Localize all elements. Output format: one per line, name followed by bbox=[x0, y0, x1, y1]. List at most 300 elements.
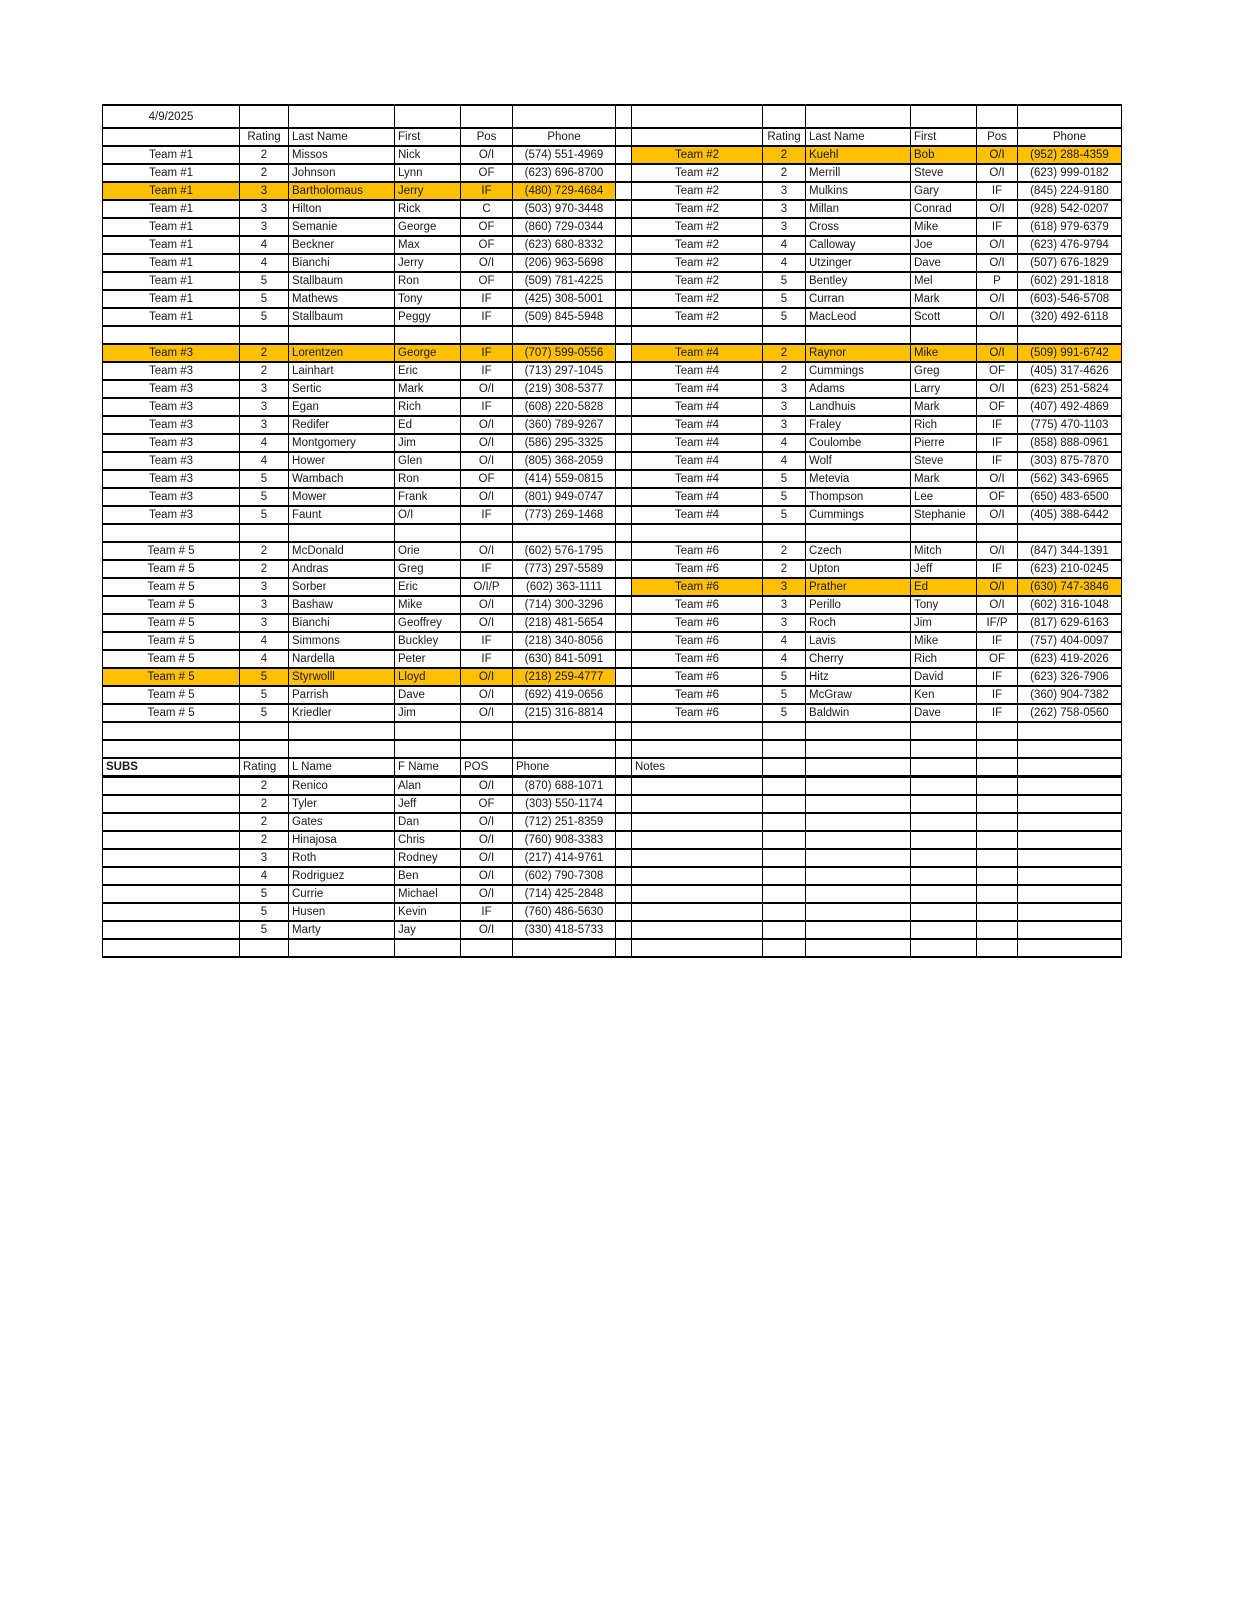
last-name-cell: Semanie bbox=[289, 218, 395, 236]
team-cell: Team #3 bbox=[103, 488, 240, 506]
pos-cell: O/I bbox=[977, 596, 1018, 614]
empty-cell bbox=[763, 885, 806, 903]
last-name-cell: Renico bbox=[289, 777, 395, 796]
spacer-cell bbox=[616, 867, 632, 885]
last-name-cell: Bentley bbox=[806, 272, 911, 290]
empty-cell bbox=[289, 105, 395, 128]
team-cell: Team #2 bbox=[632, 236, 763, 254]
spacer-cell bbox=[616, 105, 632, 128]
first-name-cell: Steve bbox=[911, 452, 977, 470]
last-name-cell: Wambach bbox=[289, 470, 395, 488]
first-name-cell: Lynn bbox=[395, 164, 461, 182]
empty-cell bbox=[977, 921, 1018, 939]
first-name-cell: Rich bbox=[911, 416, 977, 434]
pos-cell: O/I bbox=[461, 416, 513, 434]
first-name-cell: Geoffrey bbox=[395, 614, 461, 632]
first-name-cell: Tony bbox=[911, 596, 977, 614]
first-name-cell: Lloyd bbox=[395, 668, 461, 686]
empty-cell bbox=[395, 524, 461, 542]
last-name-cell: Cross bbox=[806, 218, 911, 236]
pos-cell: IF bbox=[461, 560, 513, 578]
empty-cell bbox=[806, 903, 911, 921]
empty-cell bbox=[806, 849, 911, 867]
team-cell: Team #2 bbox=[632, 164, 763, 182]
empty-cell bbox=[911, 939, 977, 957]
top-section bbox=[103, 105, 1122, 146]
rating-cell: 5 bbox=[763, 308, 806, 326]
last-name-cell: Nardella bbox=[289, 650, 395, 668]
first-name-cell: Mike bbox=[395, 596, 461, 614]
pos-cell: O/I bbox=[977, 164, 1018, 182]
rating-cell: 4 bbox=[240, 434, 289, 452]
column-header-last-name-left: Last Name bbox=[289, 128, 395, 146]
pos-cell: IF bbox=[461, 182, 513, 200]
phone-cell: (623) 476-9794 bbox=[1018, 236, 1122, 254]
empty-cell bbox=[977, 795, 1018, 813]
phone-cell: (618) 979-6379 bbox=[1018, 218, 1122, 236]
rating-cell: 2 bbox=[240, 164, 289, 182]
first-name-cell: Orie bbox=[395, 542, 461, 560]
empty-cell bbox=[513, 105, 616, 128]
pos-cell: O/I bbox=[977, 290, 1018, 308]
pos-cell: O/I bbox=[977, 470, 1018, 488]
empty-cell bbox=[240, 939, 289, 957]
rating-cell: 5 bbox=[240, 885, 289, 903]
roster-row bbox=[103, 506, 1122, 524]
first-name-cell: Lee bbox=[911, 488, 977, 506]
roster-row bbox=[103, 578, 1122, 596]
team-cell: Team #6 bbox=[632, 614, 763, 632]
spacer-cell bbox=[616, 831, 632, 849]
rating-cell: 2 bbox=[763, 560, 806, 578]
first-name-cell: Jim bbox=[395, 434, 461, 452]
rating-cell: 3 bbox=[240, 849, 289, 867]
empty-cell bbox=[1018, 939, 1122, 957]
last-name-cell: Mower bbox=[289, 488, 395, 506]
empty-cell bbox=[806, 885, 911, 903]
pos-cell: IF bbox=[977, 704, 1018, 722]
team-cell: Team #2 bbox=[632, 290, 763, 308]
empty-cell bbox=[763, 831, 806, 849]
spacer-cell bbox=[616, 596, 632, 614]
spacer-cell bbox=[616, 416, 632, 434]
roster-row bbox=[103, 560, 1122, 578]
last-name-cell: Sorber bbox=[289, 578, 395, 596]
empty-cell bbox=[103, 326, 240, 344]
team-cell: Team #1 bbox=[103, 272, 240, 290]
empty-cell bbox=[1018, 885, 1122, 903]
last-name-cell: Currie bbox=[289, 885, 395, 903]
column-header-rating-right: Rating bbox=[763, 128, 806, 146]
empty-cell bbox=[911, 105, 977, 128]
phone-cell: (218) 340-8056 bbox=[513, 632, 616, 650]
first-name-cell: Greg bbox=[395, 560, 461, 578]
column-header-rating-left: Rating bbox=[240, 128, 289, 146]
pos-cell: O/I bbox=[461, 380, 513, 398]
pos-cell: IF bbox=[461, 650, 513, 668]
phone-cell: (303) 875-7870 bbox=[1018, 452, 1122, 470]
rating-cell: 4 bbox=[240, 254, 289, 272]
rating-cell: 4 bbox=[240, 452, 289, 470]
pos-cell: O/I bbox=[977, 254, 1018, 272]
team-cell: Team #1 bbox=[103, 182, 240, 200]
last-name-cell: Montgomery bbox=[289, 434, 395, 452]
phone-cell: (407) 492-4869 bbox=[1018, 398, 1122, 416]
empty-cell bbox=[763, 813, 806, 831]
roster-row bbox=[103, 470, 1122, 488]
subs-body bbox=[103, 777, 1122, 958]
first-name-cell: Mark bbox=[911, 398, 977, 416]
rating-cell: 5 bbox=[240, 903, 289, 921]
spacer-cell bbox=[616, 758, 632, 777]
empty-cell bbox=[763, 867, 806, 885]
pos-cell: IF/P bbox=[977, 614, 1018, 632]
rating-cell: 3 bbox=[763, 380, 806, 398]
rating-cell: 4 bbox=[763, 650, 806, 668]
rating-cell: 2 bbox=[240, 795, 289, 813]
phone-cell: (405) 317-4626 bbox=[1018, 362, 1122, 380]
first-name-cell: Conrad bbox=[911, 200, 977, 218]
spacer-cell bbox=[616, 146, 632, 164]
team-cell: Team #4 bbox=[632, 398, 763, 416]
empty-cell bbox=[1018, 921, 1122, 939]
first-name-cell: Dave bbox=[911, 704, 977, 722]
spacer-cell bbox=[616, 362, 632, 380]
phone-cell: (603)-546-5708 bbox=[1018, 290, 1122, 308]
empty-cell bbox=[1018, 831, 1122, 849]
subs-row bbox=[103, 849, 1122, 867]
empty-cell bbox=[513, 939, 616, 957]
subs-header-row bbox=[103, 758, 1122, 777]
rating-cell: 4 bbox=[763, 254, 806, 272]
empty-cell bbox=[461, 524, 513, 542]
rating-cell: 3 bbox=[240, 398, 289, 416]
empty-cell bbox=[513, 722, 616, 740]
empty-row bbox=[103, 524, 1122, 542]
team-cell bbox=[103, 921, 240, 939]
empty-cell bbox=[461, 326, 513, 344]
rating-cell: 5 bbox=[240, 921, 289, 939]
empty-cell bbox=[1018, 524, 1122, 542]
empty-cell bbox=[763, 795, 806, 813]
empty-cell bbox=[395, 722, 461, 740]
phone-cell: (773) 297-5589 bbox=[513, 560, 616, 578]
empty-cell bbox=[289, 740, 395, 758]
pos-cell: O/I bbox=[461, 885, 513, 903]
empty-cell bbox=[513, 326, 616, 344]
team-cell: Team #4 bbox=[632, 470, 763, 488]
last-name-cell: Faunt bbox=[289, 506, 395, 524]
last-name-cell: Rodriguez bbox=[289, 867, 395, 885]
team-cell: Team #3 bbox=[103, 416, 240, 434]
team-cell: Team #4 bbox=[632, 344, 763, 362]
last-name-cell: Mathews bbox=[289, 290, 395, 308]
column-header-last-name-right: Last Name bbox=[806, 128, 911, 146]
rating-cell: 5 bbox=[763, 704, 806, 722]
rating-cell: 5 bbox=[763, 668, 806, 686]
empty-cell bbox=[911, 903, 977, 921]
phone-cell: (608) 220-5828 bbox=[513, 398, 616, 416]
empty-cell bbox=[1018, 849, 1122, 867]
pos-cell: OF bbox=[461, 795, 513, 813]
empty-cell bbox=[977, 939, 1018, 957]
rating-cell: 4 bbox=[240, 632, 289, 650]
roster-row bbox=[103, 380, 1122, 398]
roster-row bbox=[103, 542, 1122, 560]
rating-cell: 3 bbox=[240, 200, 289, 218]
spacer-cell bbox=[616, 524, 632, 542]
last-name-cell: Cummings bbox=[806, 506, 911, 524]
rating-cell: 2 bbox=[763, 542, 806, 560]
last-name-cell: Prather bbox=[806, 578, 911, 596]
empty-cell bbox=[977, 740, 1018, 758]
spacer-cell bbox=[616, 903, 632, 921]
last-name-cell: Lavis bbox=[806, 632, 911, 650]
pos-cell: O/I bbox=[461, 849, 513, 867]
empty-cell bbox=[461, 105, 513, 128]
roster-row bbox=[103, 308, 1122, 326]
phone-cell: (760) 908-3383 bbox=[513, 831, 616, 849]
first-name-cell: Eric bbox=[395, 362, 461, 380]
pos-cell: O/I bbox=[977, 146, 1018, 164]
team-cell bbox=[103, 903, 240, 921]
roster-row bbox=[103, 272, 1122, 290]
phone-cell: (928) 542-0207 bbox=[1018, 200, 1122, 218]
pos-cell: O/I/P bbox=[461, 578, 513, 596]
rating-cell: 5 bbox=[763, 470, 806, 488]
team-cell: Team #1 bbox=[103, 146, 240, 164]
rating-cell: 3 bbox=[240, 182, 289, 200]
pos-cell: O/I bbox=[461, 704, 513, 722]
spacer-cell bbox=[616, 380, 632, 398]
team-cell: Team #6 bbox=[632, 686, 763, 704]
first-name-cell: Jeff bbox=[911, 560, 977, 578]
phone-cell: (817) 629-6163 bbox=[1018, 614, 1122, 632]
phone-cell: (509) 991-6742 bbox=[1018, 344, 1122, 362]
rating-cell: 2 bbox=[763, 344, 806, 362]
phone-cell: (480) 729-4684 bbox=[513, 182, 616, 200]
pos-cell: O/I bbox=[461, 813, 513, 831]
pos-cell: IF bbox=[461, 398, 513, 416]
empty-cell bbox=[1018, 903, 1122, 921]
empty-cell bbox=[632, 885, 763, 903]
phone-cell: (507) 676-1829 bbox=[1018, 254, 1122, 272]
empty-row bbox=[103, 722, 1122, 740]
empty-cell bbox=[1018, 105, 1122, 128]
last-name-cell: Raynor bbox=[806, 344, 911, 362]
pos-cell: IF bbox=[461, 903, 513, 921]
phone-cell: (303) 550-1174 bbox=[513, 795, 616, 813]
roster-row bbox=[103, 488, 1122, 506]
team-cell: Team #3 bbox=[103, 452, 240, 470]
pos-cell: IF bbox=[461, 506, 513, 524]
team-cell: Team #1 bbox=[103, 218, 240, 236]
rating-cell: 2 bbox=[240, 560, 289, 578]
spacer-cell bbox=[616, 668, 632, 686]
rating-cell: 5 bbox=[240, 704, 289, 722]
empty-cell bbox=[977, 777, 1018, 796]
first-name-cell: Jerry bbox=[395, 254, 461, 272]
empty-cell bbox=[289, 524, 395, 542]
pos-cell: OF bbox=[461, 470, 513, 488]
spacer-cell bbox=[616, 164, 632, 182]
first-name-cell: Jerry bbox=[395, 182, 461, 200]
phone-cell: (773) 269-1468 bbox=[513, 506, 616, 524]
pos-cell: O/I bbox=[977, 344, 1018, 362]
first-name-cell: Dan bbox=[395, 813, 461, 831]
last-name-cell: Hinajosa bbox=[289, 831, 395, 849]
empty-cell bbox=[103, 524, 240, 542]
roster-row bbox=[103, 398, 1122, 416]
last-name-cell: Kriedler bbox=[289, 704, 395, 722]
last-name-cell: Roch bbox=[806, 614, 911, 632]
empty-cell bbox=[977, 867, 1018, 885]
last-name-cell: Fraley bbox=[806, 416, 911, 434]
last-name-cell: Roth bbox=[289, 849, 395, 867]
rating-cell: 3 bbox=[240, 614, 289, 632]
roster-row bbox=[103, 164, 1122, 182]
last-name-cell: Parrish bbox=[289, 686, 395, 704]
rating-cell: 4 bbox=[240, 867, 289, 885]
team-cell bbox=[103, 813, 240, 831]
empty-cell bbox=[977, 105, 1018, 128]
team-cell bbox=[103, 831, 240, 849]
first-name-cell: Ron bbox=[395, 470, 461, 488]
last-name-cell: Missos bbox=[289, 146, 395, 164]
last-name-cell: Thompson bbox=[806, 488, 911, 506]
pos-cell: O/I bbox=[461, 831, 513, 849]
rating-cell: 2 bbox=[240, 831, 289, 849]
pos-cell: IF bbox=[977, 668, 1018, 686]
first-name-cell: Rodney bbox=[395, 849, 461, 867]
empty-cell bbox=[806, 939, 911, 957]
first-name-cell: Nick bbox=[395, 146, 461, 164]
last-name-cell: Bashaw bbox=[289, 596, 395, 614]
team-cell: Team #6 bbox=[632, 632, 763, 650]
empty-cell bbox=[763, 849, 806, 867]
team-cell: Team #3 bbox=[103, 362, 240, 380]
team-cell: Team # 5 bbox=[103, 668, 240, 686]
subs-row bbox=[103, 831, 1122, 849]
team-cell bbox=[103, 885, 240, 903]
pos-cell: O/I bbox=[461, 686, 513, 704]
roster-row bbox=[103, 632, 1122, 650]
roster-sheet bbox=[102, 104, 1122, 958]
last-name-cell: Andras bbox=[289, 560, 395, 578]
phone-cell: (574) 551-4969 bbox=[513, 146, 616, 164]
last-name-cell: Husen bbox=[289, 903, 395, 921]
last-name-cell: Landhuis bbox=[806, 398, 911, 416]
phone-cell: (602) 363-1111 bbox=[513, 578, 616, 596]
rating-cell: 5 bbox=[240, 668, 289, 686]
empty-cell bbox=[806, 524, 911, 542]
first-name-cell: Peter bbox=[395, 650, 461, 668]
phone-cell: (870) 688-1071 bbox=[513, 777, 616, 796]
empty-cell bbox=[806, 777, 911, 796]
phone-cell: (712) 251-8359 bbox=[513, 813, 616, 831]
phone-cell: (805) 368-2059 bbox=[513, 452, 616, 470]
subs-header-rating: Rating bbox=[240, 758, 289, 777]
subs-header-f-name: F Name bbox=[395, 758, 461, 777]
subs-row bbox=[103, 921, 1122, 939]
rating-cell: 5 bbox=[763, 272, 806, 290]
first-name-cell: Ron bbox=[395, 272, 461, 290]
empty-cell bbox=[1018, 758, 1122, 777]
empty-cell bbox=[806, 722, 911, 740]
spacer-cell bbox=[616, 236, 632, 254]
first-name-cell: George bbox=[395, 344, 461, 362]
empty-cell bbox=[763, 777, 806, 796]
rating-cell: 5 bbox=[240, 272, 289, 290]
column-header-phone-left: Phone bbox=[513, 128, 616, 146]
subs-header-phone: Phone bbox=[513, 758, 616, 777]
last-name-cell: Cummings bbox=[806, 362, 911, 380]
empty-cell bbox=[977, 849, 1018, 867]
phone-cell: (262) 758-0560 bbox=[1018, 704, 1122, 722]
pos-cell: O/I bbox=[461, 146, 513, 164]
phone-cell: (858) 888-0961 bbox=[1018, 434, 1122, 452]
pos-cell: O/I bbox=[461, 452, 513, 470]
spacer-cell bbox=[616, 740, 632, 758]
rating-cell: 3 bbox=[240, 578, 289, 596]
spacer-cell bbox=[616, 578, 632, 596]
pos-cell: O/I bbox=[461, 777, 513, 796]
empty-cell bbox=[911, 326, 977, 344]
rating-cell: 5 bbox=[763, 506, 806, 524]
team-cell: Team #6 bbox=[632, 578, 763, 596]
team-cell bbox=[103, 777, 240, 796]
last-name-cell: Bartholomaus bbox=[289, 182, 395, 200]
last-name-cell: McDonald bbox=[289, 542, 395, 560]
empty-cell bbox=[461, 740, 513, 758]
last-name-cell: Lorentzen bbox=[289, 344, 395, 362]
rating-cell: 5 bbox=[240, 686, 289, 704]
pos-cell: O/I bbox=[461, 254, 513, 272]
team-cell: Team #2 bbox=[632, 308, 763, 326]
team-cell: Team #4 bbox=[632, 506, 763, 524]
empty-cell bbox=[763, 903, 806, 921]
pos-cell: O/I bbox=[461, 668, 513, 686]
spacer-cell bbox=[616, 290, 632, 308]
empty-cell bbox=[395, 105, 461, 128]
team-cell: Team #3 bbox=[103, 470, 240, 488]
spacer-cell bbox=[616, 182, 632, 200]
empty-cell bbox=[763, 740, 806, 758]
empty-cell bbox=[103, 939, 240, 957]
pos-cell: IF bbox=[461, 290, 513, 308]
spacer-cell bbox=[616, 704, 632, 722]
spacer-cell bbox=[616, 254, 632, 272]
empty-cell bbox=[632, 849, 763, 867]
team-cell: Team #2 bbox=[632, 146, 763, 164]
empty-cell bbox=[911, 813, 977, 831]
team-cell: Team #3 bbox=[103, 434, 240, 452]
roster-row bbox=[103, 434, 1122, 452]
roster-row bbox=[103, 290, 1122, 308]
phone-cell: (775) 470-1103 bbox=[1018, 416, 1122, 434]
first-name-cell: O/I bbox=[395, 506, 461, 524]
empty-cell bbox=[461, 722, 513, 740]
phone-cell: (623) 999-0182 bbox=[1018, 164, 1122, 182]
roster-row bbox=[103, 452, 1122, 470]
team-cell: Team #4 bbox=[632, 434, 763, 452]
phone-cell: (623) 696-8700 bbox=[513, 164, 616, 182]
empty-cell bbox=[103, 722, 240, 740]
team-cell: Team #2 bbox=[632, 272, 763, 290]
column-header-pos-left: Pos bbox=[461, 128, 513, 146]
team-cell: Team #6 bbox=[632, 542, 763, 560]
pos-cell: C bbox=[461, 200, 513, 218]
